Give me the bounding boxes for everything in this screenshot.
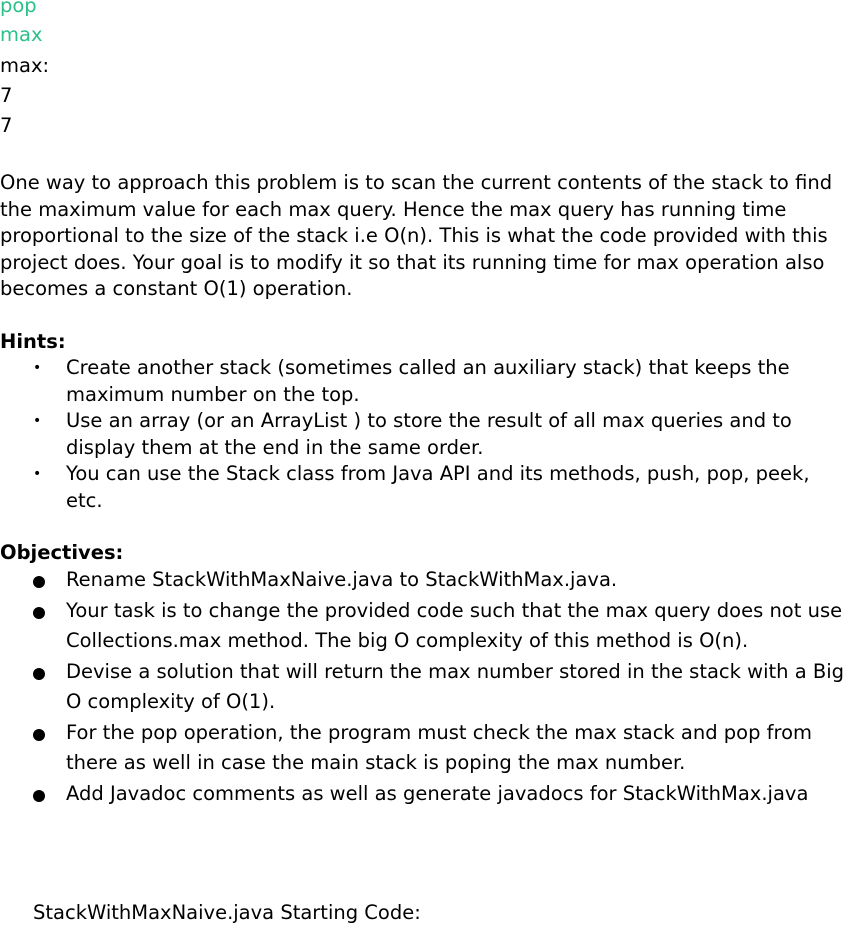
sample-output-value-2: 7 (0, 114, 13, 137)
objective-item (0, 718, 846, 779)
objective-item-text: For the pop operation, the program must check the max stack and pop from there as well in case the main stack is poping the max number. (66, 720, 813, 774)
hint-item (0, 355, 846, 408)
bullet-icon: • (33, 360, 42, 376)
hints-list (0, 355, 846, 514)
bullet-dot-icon (33, 607, 45, 619)
objective-item (0, 657, 846, 718)
bullet-icon: • (33, 466, 42, 482)
hints-heading: Hints: (0, 330, 66, 353)
hint-item-text: Create another stack (sometimes called an auxiliary stack) that keeps the maximum number on the top. (66, 356, 790, 406)
objectives-heading: Objectives: (0, 541, 124, 564)
intro-paragraph: One way to approach this problem is to scan the current contents of the stack to find the maximum value for each max query. Hence the max query has running time proportional to the size of the stack i.e O(n). This is what the code provided with this project does. Your goal is to modify it so that its running time for max operation also becomes a constant O(1) operation. (0, 171, 833, 300)
hint-item (0, 461, 846, 514)
objective-item (0, 779, 846, 810)
objective-item-text: Rename StackWithMaxNaive.java to StackWithMax.java. (66, 568, 618, 591)
bullet-dot-icon (33, 668, 45, 680)
objective-item-text: Your task is to change the provided code such that the max query does not use Collections.max method. The big O complexity of this method is O(n). (66, 598, 843, 652)
bullet-dot-icon (33, 790, 45, 802)
sample-command-max: max (0, 23, 43, 46)
sample-output-value-1: 7 (0, 84, 13, 107)
hint-item (0, 408, 846, 461)
objective-item (0, 565, 846, 596)
sample-command-pop: pop (0, 0, 37, 17)
bullet-icon: • (33, 413, 42, 429)
hint-item-text: Use an array (or an ArrayList ) to store the result of all max queries and to display them at the end in the same order. (66, 409, 792, 459)
bullet-dot-icon (33, 729, 45, 741)
objective-item-text: Add Javadoc comments as well as generate javadocs for StackWithMax.java (66, 781, 809, 805)
hint-item-text: You can use the Stack class from Java API and its methods, push, pop, peek, etc. (66, 462, 810, 512)
starting-code-label: StackWithMaxNaive.java Starting Code: (33, 901, 421, 924)
bullet-dot-icon (33, 576, 45, 588)
objective-item (0, 596, 846, 657)
objective-item-text: Devise a solution that will return the max number stored in the stack with a Big O complexity of O(1). (66, 659, 845, 713)
sample-output-label: max: (0, 54, 50, 77)
objectives-list (0, 565, 846, 809)
